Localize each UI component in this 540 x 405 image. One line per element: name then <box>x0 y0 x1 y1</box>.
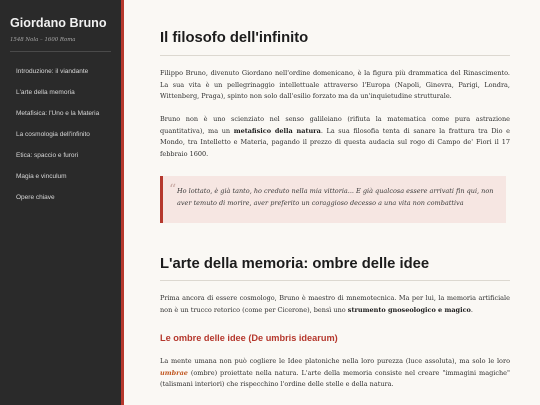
mnemotecnica-paragraph <box>160 293 510 316</box>
section-title-infinito: Il filosofo dell'infinito <box>160 30 309 46</box>
site-title[interactable]: Giordano Bruno <box>10 16 107 30</box>
mnemotecnica-keyword: strumento gnoseologico e magico <box>347 305 471 314</box>
umbrae-paragraph <box>160 356 510 391</box>
sidebar-item-cosmologia[interactable]: La cosmologia dell'infinito <box>16 131 90 138</box>
section-title-underline <box>160 280 510 281</box>
subsection-title-umbris: Le ombre delle idee (De umbris idearum) <box>160 333 338 343</box>
metafisico-keyword: metafisico della natura <box>233 126 321 135</box>
section-title-memoria: L'arte della memoria: ombre delle idee <box>160 256 430 272</box>
sidebar-item-arte-memoria[interactable]: L'arte della memoria <box>16 89 75 96</box>
mnemotecnica-text-a: Prima ancora di essere cosmologo, Bruno è maestro di mnemotecnica. Ma per lui, la memoria artificiale non è un trucco retorico (come per Cicerone), bensì uno <box>160 294 510 314</box>
umbrae-text-c: (ombre) proiettate nella natura. L'arte della memoria consiste nel creare "immagini magiche" (talismani interiori) che rispecchino l'ordine delle stelle e della natura. <box>160 368 510 388</box>
sidebar-nav <box>0 61 121 208</box>
section-title-underline <box>160 55 510 56</box>
umbrae-text-a: La mente umana non può cogliere le Idee platoniche nella loro purezza (luce assoluta), ma solo le loro <box>160 357 510 365</box>
sidebar-divider <box>10 51 111 52</box>
mnemotecnica-text-c: . <box>470 305 473 314</box>
site-subtitle: 1548 Nola – 1600 Roma <box>10 37 76 43</box>
quote-text: Ho lottato, è già tanto, ho creduto nella mia vittoria... E già qualcosa essere arrivati fin qui, non aver temuto di morire, aver preferito un coraggioso decesso a una vita non combattiva <box>177 187 494 207</box>
bruno-quote <box>160 176 506 223</box>
metafisico-text-a: Bruno non è uno scienziato nel senso galileiano (rifiuta la matematica come pura astrazione quantitativa), ma un <box>160 115 510 135</box>
umbrae-keyword: umbrae <box>160 368 188 377</box>
intro-paragraph: Filippo Bruno, divenuto Giordano nell'ordine domenicano, è la figura più drammatica del Rinascimento. La sua vita è un pellegrinaggio intellettuale attraverso l'Europa (Napoli, Ginevra, Parigi, Londra, Wittenberg, Praga), spinto non solo dall'esilio forzato ma da un'inquietudine strutturale. <box>160 69 510 100</box>
sidebar <box>0 0 124 405</box>
quote-mark-icon: “ <box>169 182 177 198</box>
metafisico-text-c: . La sua filosofia tenta di sanare la frattura tra Dio e Mondo, tra Intelletto e Materia, pagando il prezzo di questa audacia sul rogo di Campo de' Fiori il 17 febbraio 1600. <box>160 126 510 158</box>
sidebar-item-introduzione[interactable]: Introduzione: il viandante <box>16 68 89 75</box>
sidebar-item-metafisica[interactable]: Metafisica: l'Uno e la Materia <box>16 110 100 117</box>
sidebar-item-magia[interactable]: Magia e vinculum <box>16 173 67 180</box>
sidebar-brand <box>0 0 121 43</box>
sidebar-item-etica[interactable]: Etica: spaccio e furori <box>16 152 79 159</box>
sidebar-item-opere[interactable]: Opere chiave <box>16 194 55 201</box>
metafisico-paragraph <box>160 114 510 160</box>
